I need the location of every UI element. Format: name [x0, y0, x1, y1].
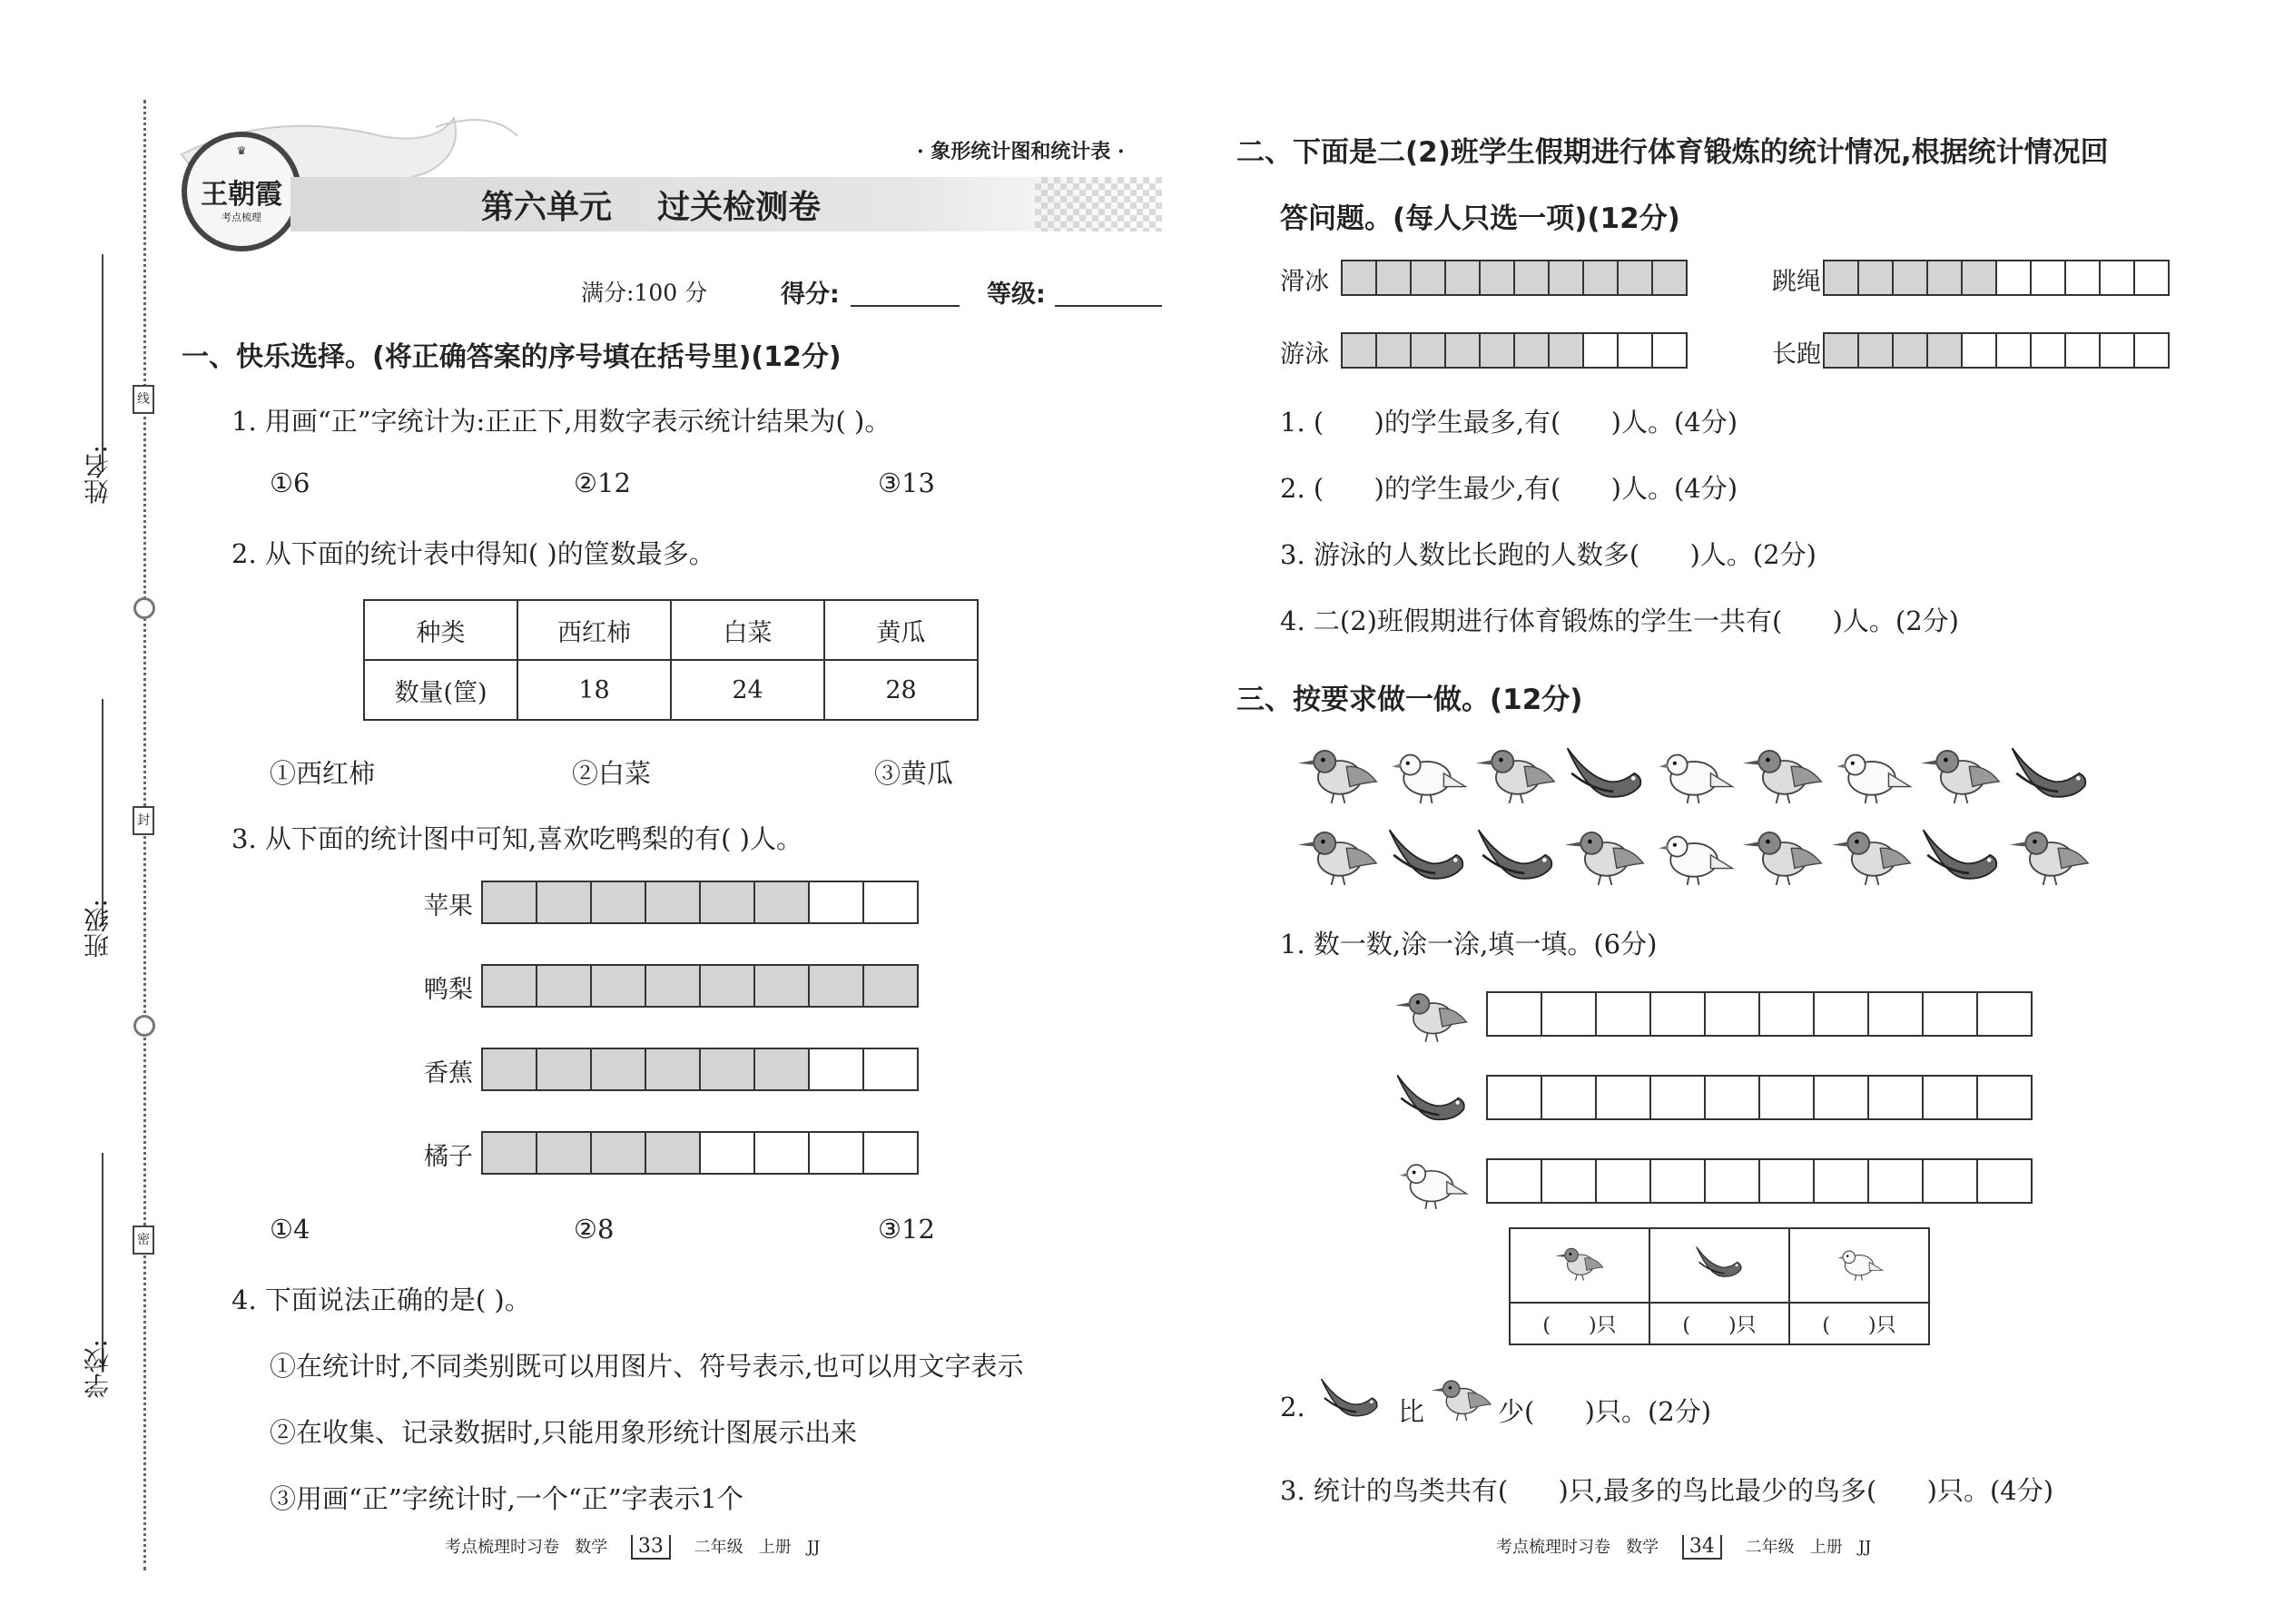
q2-swallow-icon: [1318, 1373, 1382, 1427]
bar-cell-empty: [808, 1048, 864, 1091]
bar-cell-empty: [862, 881, 919, 924]
bar-cell-filled: [645, 881, 701, 924]
q4-option-2[interactable]: ②在收集、记录数据时,只能用象形统计图展示出来: [270, 1417, 858, 1448]
sport-label: 长跑: [1772, 340, 1821, 369]
page-title: 第六单元 过关检测卷: [481, 189, 822, 226]
sparrow-grid-icon: [1393, 1151, 1470, 1216]
sport-bar: [1823, 332, 2168, 369]
bar-cell-empty: [862, 1131, 919, 1175]
swallow-bird: [1474, 822, 1558, 892]
table-header-cell: 黄瓜: [824, 600, 978, 660]
bar-cell-filled: [1926, 332, 1963, 369]
bar-cell-filled: [753, 1048, 810, 1091]
bar-cell-empty[interactable]: [1922, 1075, 1978, 1120]
kingfisher-bird: [1474, 740, 1558, 811]
bar-cell-empty[interactable]: [1704, 1158, 1760, 1204]
bar-cell-filled: [1961, 260, 1997, 296]
page-number: 34: [1682, 1535, 1722, 1560]
kingfisher-grid-icon: [1393, 984, 1470, 1048]
topic-label: · 象形统计图和统计表 ·: [917, 140, 1125, 163]
q2-kingfisher-icon: [1430, 1373, 1493, 1427]
bar-cell-filled: [536, 964, 592, 1008]
kingfisher-bird: [1741, 822, 1825, 892]
logo-badge: [182, 132, 301, 251]
bar-cell-empty[interactable]: [1486, 1075, 1542, 1120]
s3-question-1: 1. 数一数,涂一涂,填一填。(6分): [1280, 929, 1658, 960]
bar-cell-filled: [1444, 332, 1481, 369]
bar-cell-filled: [1341, 332, 1377, 369]
q3-option-3[interactable]: ③12: [878, 1214, 935, 1245]
s3-q2-number: 2.: [1280, 1392, 1305, 1422]
bar-cell-filled: [1548, 332, 1584, 369]
sparrow-icon: [1830, 740, 1914, 807]
swallow-header-cell: [1649, 1228, 1789, 1303]
sparrow-header-cell: [1789, 1228, 1929, 1303]
section3-heading: 三、按要求做一做。(12分): [1236, 684, 1583, 716]
q4-option-3[interactable]: ③用画“正”字统计时,一个“正”字表示1个: [270, 1483, 743, 1514]
bar-cell-empty[interactable]: [1649, 1158, 1706, 1204]
class-line: [102, 699, 103, 926]
kingfisher-icon: [1393, 984, 1470, 1045]
bar-cell-empty[interactable]: [1595, 1075, 1651, 1120]
fruit-label: 橘子: [424, 1143, 473, 1171]
fruit-bar: [481, 1048, 917, 1091]
bar-cell-empty[interactable]: [1704, 991, 1760, 1037]
bar-cell-filled: [1341, 260, 1377, 296]
footer-grade: 二年级 上册 JJ: [694, 1538, 821, 1557]
bar-cell-empty[interactable]: [1867, 1075, 1924, 1120]
bar-cell-empty[interactable]: [1649, 991, 1706, 1037]
bar-cell-filled: [699, 964, 755, 1008]
section2-heading-line2: 答问题。(每人只选一项)(12分): [1280, 202, 1680, 235]
swallow-grid: [1486, 1075, 2031, 1120]
bar-cell-filled: [1375, 332, 1412, 369]
kingfisher-bird: [1296, 740, 1380, 811]
s2-question-2: 2. ( )的学生最少,有( )人。(4分): [1280, 473, 1738, 504]
s3-q2-compare: 比: [1398, 1396, 1425, 1427]
swallow-icon: [1919, 822, 2003, 889]
sport-bar: [1823, 260, 2168, 296]
q3-option-1[interactable]: ①4: [270, 1214, 310, 1245]
q4-text: 4. 下面说法正确的是( )。: [231, 1284, 531, 1315]
bar-cell-empty[interactable]: [1922, 1158, 1978, 1204]
score-field[interactable]: [851, 305, 960, 307]
school-label: 学校:: [83, 1339, 113, 1399]
name-label: 姓名:: [83, 445, 113, 505]
bar-cell-filled: [1582, 260, 1619, 296]
bar-cell-filled: [1479, 332, 1515, 369]
basket-count-table: [363, 599, 979, 721]
swallow-bird: [1563, 740, 1647, 811]
swallow-icon: [2008, 740, 2092, 807]
table-cell: 18: [517, 660, 671, 720]
bar-cell-empty: [1617, 332, 1653, 369]
bar-cell-filled: [481, 1048, 537, 1091]
s3-question-3: 3. 统计的鸟类共有( )只,最多的鸟比最少的鸟多( )只。(4分): [1280, 1475, 2054, 1506]
footer-left: [445, 1534, 820, 1560]
bar-cell-empty[interactable]: [1758, 1075, 1815, 1120]
bar-cell-empty[interactable]: [1976, 991, 2033, 1037]
bar-cell-filled: [1651, 260, 1688, 296]
bar-cell-filled: [1857, 260, 1894, 296]
bar-cell-empty[interactable]: [1976, 1075, 2033, 1120]
bar-cell-filled: [1857, 332, 1894, 369]
swallow-icon: [1694, 1242, 1745, 1283]
sport-bar: [1341, 332, 1686, 369]
kingfisher-bird: [1563, 822, 1647, 892]
sparrow-icon: [1652, 822, 1736, 889]
bar-cell-filled: [1410, 332, 1446, 369]
bar-cell-empty: [1582, 332, 1619, 369]
score-label: 得分:: [781, 281, 840, 309]
bar-cell-filled: [1892, 260, 1928, 296]
bar-cell-empty[interactable]: [1541, 1075, 1597, 1120]
sparrow-bird: [1385, 740, 1469, 811]
kingfisher-icon: [1430, 1373, 1493, 1423]
logo-text: 王朝霞: [201, 179, 282, 211]
table-header-cell: 西红柿: [517, 600, 671, 660]
table-header-cell: 白菜: [671, 600, 824, 660]
bar-cell-filled: [481, 964, 537, 1008]
sport-label: 跳绳: [1772, 268, 1821, 296]
bar-cell-filled: [808, 964, 864, 1008]
bar-cell-empty: [1961, 332, 1997, 369]
q2-option-1[interactable]: ①西红柿: [270, 758, 376, 789]
fruit-label: 鸭梨: [424, 976, 473, 1004]
title-checker-pattern: [1035, 177, 1162, 231]
bar-cell-empty: [2099, 332, 2135, 369]
seal-mark-secret: 密: [133, 1225, 154, 1255]
bar-cell-empty: [699, 1131, 755, 1175]
table-cell: 数量(筐): [364, 660, 517, 720]
bar-cell-empty[interactable]: [1867, 1158, 1924, 1204]
bar-cell-empty: [753, 1131, 810, 1175]
kingfisher-icon: [1741, 740, 1825, 807]
seal-mark-seal: 封: [133, 806, 154, 835]
bar-cell-filled: [862, 964, 919, 1008]
bar-cell-empty[interactable]: [1704, 1075, 1760, 1120]
swallow-icon: [1563, 740, 1647, 807]
bar-cell-empty[interactable]: [1541, 991, 1597, 1037]
bar-cell-filled: [1892, 332, 1928, 369]
bar-cell-empty: [2064, 332, 2101, 369]
class-label: 班级:: [83, 899, 113, 959]
kingfisher-bird: [1830, 822, 1914, 892]
q2-option-2[interactable]: ②白菜: [572, 758, 652, 789]
bar-cell-empty: [1995, 260, 2032, 296]
bar-cell-empty: [808, 1131, 864, 1175]
bar-cell-empty: [2064, 260, 2101, 296]
sparrow-bird: [1652, 740, 1736, 811]
bar-cell-empty[interactable]: [1486, 1158, 1542, 1204]
bar-cell-filled: [536, 1131, 592, 1175]
bar-cell-empty: [2099, 260, 2135, 296]
q2-text: 2. 从下面的统计表中得知( )的筐数最多。: [231, 538, 715, 569]
fruit-label: 香蕉: [424, 1059, 473, 1088]
bar-cell-filled: [481, 1131, 537, 1175]
section1-heading: 一、快乐选择。(将正确答案的序号填在括号里)(12分): [182, 341, 842, 373]
bar-cell-filled: [590, 964, 646, 1008]
bar-cell-empty[interactable]: [1813, 991, 1869, 1037]
sparrow-count-cell[interactable]: ( )只: [1789, 1303, 1929, 1344]
bar-cell-empty[interactable]: [1867, 991, 1924, 1037]
kingfisher-icon: [1474, 740, 1558, 807]
kingfisher-bird: [1919, 740, 2003, 811]
grade-label: 等级:: [987, 281, 1046, 309]
q3-option-2[interactable]: ②8: [574, 1214, 615, 1245]
fruit-bar: [481, 881, 917, 924]
bar-cell-filled: [1823, 260, 1859, 296]
bar-cell-empty[interactable]: [1813, 1158, 1869, 1204]
name-line: [102, 254, 103, 472]
q1-option-3[interactable]: ③13: [878, 468, 935, 498]
footer-right: [1496, 1534, 1871, 1560]
bar-cell-filled: [590, 1048, 646, 1091]
swallow-grid-icon: [1393, 1068, 1470, 1132]
bar-cell-filled: [1548, 260, 1584, 296]
table-cell: 24: [671, 660, 824, 720]
page-number: 33: [631, 1535, 671, 1560]
bar-cell-empty: [2133, 332, 2170, 369]
bar-cell-empty[interactable]: [1595, 1158, 1651, 1204]
fruit-bar: [481, 1131, 917, 1175]
bar-cell-filled: [1410, 260, 1446, 296]
bar-cell-empty[interactable]: [1486, 991, 1542, 1037]
full-score: 满分:100 分: [581, 280, 708, 306]
bar-cell-filled: [753, 881, 810, 924]
swallow-bird: [1385, 822, 1469, 892]
kingfisher-icon: [2008, 822, 2092, 889]
binding-ring-2: [133, 1015, 155, 1037]
bar-cell-filled: [590, 881, 646, 924]
bar-cell-empty[interactable]: [1595, 991, 1651, 1037]
swallow-bird: [2008, 740, 2092, 811]
bar-cell-filled: [1444, 260, 1481, 296]
q1-option-1[interactable]: ①6: [270, 468, 310, 498]
bar-cell-empty: [2133, 260, 2170, 296]
bird-count-table: [1509, 1227, 1930, 1345]
bar-cell-filled: [1513, 332, 1550, 369]
bar-cell-filled: [645, 1048, 701, 1091]
kingfisher-bird: [2008, 822, 2092, 892]
bar-cell-filled: [1375, 260, 1412, 296]
swallow-count-cell[interactable]: ( )只: [1649, 1303, 1789, 1344]
kingfisher-icon: [1830, 822, 1914, 889]
bar-cell-filled: [1513, 260, 1550, 296]
sport-bar: [1341, 260, 1686, 296]
s3-q2-suffix: 少( )只。(2分): [1498, 1396, 1712, 1427]
kingfisher-bird: [1741, 740, 1825, 811]
sparrow-bird: [1652, 822, 1736, 892]
bar-cell-filled: [536, 881, 592, 924]
q2-option-3[interactable]: ③黄瓜: [874, 758, 954, 789]
sparrow-bird: [1830, 740, 1914, 811]
bar-cell-empty[interactable]: [1922, 991, 1978, 1037]
bar-cell-empty[interactable]: [1813, 1075, 1869, 1120]
swallow-icon: [1385, 822, 1469, 889]
kingfisher-icon: [1741, 822, 1825, 889]
swallow-icon: [1393, 1068, 1470, 1128]
bar-cell-empty[interactable]: [1541, 1158, 1597, 1204]
section2-heading-line1: 二、下面是二(2)班学生假期进行体育锻炼的统计情况,根据统计情况回: [1236, 136, 2109, 169]
bar-cell-filled: [1926, 260, 1963, 296]
seal-mark-line: 线: [133, 385, 154, 414]
bar-cell-empty[interactable]: [1758, 991, 1815, 1037]
sparrow-icon: [1834, 1242, 1885, 1283]
bar-cell-filled: [1617, 260, 1653, 296]
q4-option-1[interactable]: ①在统计时,不同类别既可以用图片、符号表示,也可以用文字表示: [270, 1351, 1024, 1382]
kingfisher-grid: [1486, 991, 2031, 1037]
kingfisher-icon: [1296, 822, 1380, 889]
footer-grade: 二年级 上册 JJ: [1745, 1538, 1872, 1557]
sport-label: 滑冰: [1280, 268, 1329, 296]
bar-cell-filled: [481, 881, 537, 924]
bar-cell-filled: [645, 1131, 701, 1175]
footer-book: 考点梳理时习卷 数学: [445, 1538, 608, 1557]
table-header-cell: 种类: [364, 600, 517, 660]
kingfisher-icon: [1919, 740, 2003, 807]
binding-ring-1: [133, 597, 155, 619]
q1-text: 1. 用画“正”字统计为:正正下,用数字表示统计结果为( )。: [231, 406, 891, 437]
bar-cell-empty[interactable]: [1649, 1075, 1706, 1120]
bar-cell-filled: [1479, 260, 1515, 296]
bar-cell-empty: [2030, 260, 2066, 296]
bar-cell-empty: [1995, 332, 2032, 369]
footer-book: 考点梳理时习卷 数学: [1496, 1538, 1659, 1557]
s2-question-1: 1. ( )的学生最多,有( )人。(4分): [1280, 407, 1738, 438]
kingfisher-icon: [1296, 740, 1380, 807]
kingfisher-icon: [1563, 822, 1647, 889]
bar-cell-filled: [699, 1048, 755, 1091]
bar-cell-empty: [862, 1048, 919, 1091]
kingfisher-header-cell: [1510, 1228, 1649, 1303]
grade-field[interactable]: [1055, 305, 1162, 307]
table-cell: 28: [824, 660, 978, 720]
q3-text: 3. 从下面的统计图中可知,喜欢吃鸭梨的有( )人。: [231, 823, 802, 854]
swallow-icon: [1474, 822, 1558, 889]
q1-option-2[interactable]: ②12: [574, 468, 631, 498]
bar-cell-empty[interactable]: [1976, 1158, 2033, 1204]
s2-question-3: 3. 游泳的人数比长跑的人数多( )人。(2分): [1280, 539, 1816, 570]
kingfisher-icon: [1554, 1242, 1605, 1283]
sparrow-icon: [1652, 740, 1736, 807]
swallow-bird: [1919, 822, 2003, 892]
school-line: [102, 1153, 103, 1371]
sparrow-icon: [1393, 1151, 1470, 1212]
binding-dotted-line: [143, 100, 146, 1570]
logo-subtext: 考点梳理: [222, 212, 261, 223]
s2-question-4: 4. 二(2)班假期进行体育锻炼的学生一共有( )人。(2分): [1280, 605, 1959, 636]
bar-cell-filled: [753, 964, 810, 1008]
bar-cell-empty: [808, 881, 864, 924]
fruit-label: 苹果: [424, 892, 473, 920]
swallow-icon: [1318, 1373, 1382, 1423]
bar-cell-filled: [536, 1048, 592, 1091]
sparrow-icon: [1385, 740, 1469, 807]
bar-cell-filled: [645, 964, 701, 1008]
bar-cell-filled: [1823, 332, 1859, 369]
kingfisher-bird: [1296, 822, 1380, 892]
sport-label: 游泳: [1280, 340, 1329, 369]
bar-cell-empty: [2030, 332, 2066, 369]
bar-cell-filled: [699, 881, 755, 924]
crown-icon: ♛: [236, 144, 247, 157]
fruit-bar: [481, 964, 917, 1008]
bar-cell-empty: [1651, 332, 1688, 369]
bar-cell-empty[interactable]: [1758, 1158, 1815, 1204]
sparrow-grid: [1486, 1158, 2031, 1204]
bar-cell-filled: [590, 1131, 646, 1175]
kingfisher-count-cell[interactable]: ( )只: [1510, 1303, 1649, 1344]
